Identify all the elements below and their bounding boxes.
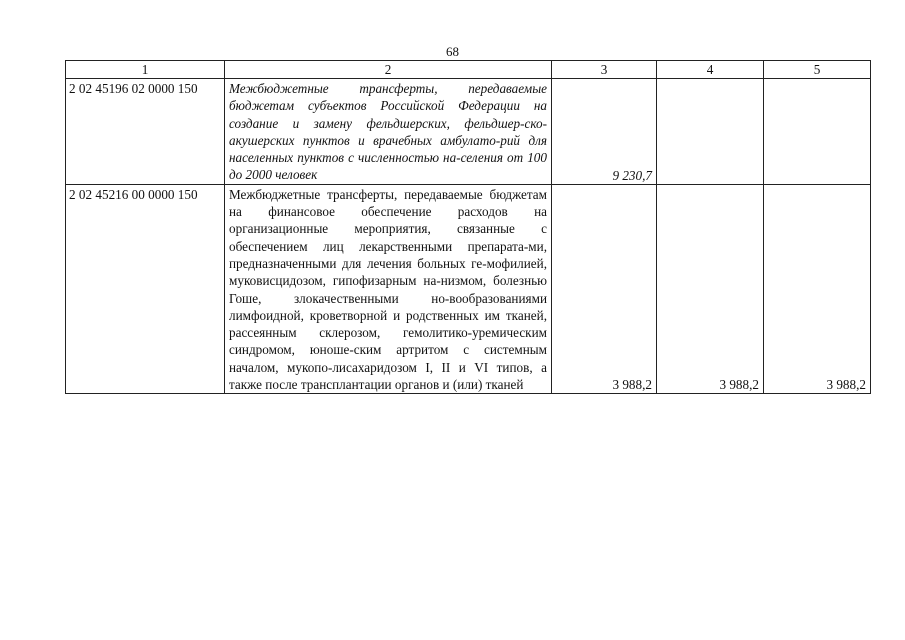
amount-col3-cell: 3 988,2 [552,184,657,394]
table-row [66,79,871,185]
header-col-1: 1 [66,61,225,79]
header-row [66,61,871,79]
header-col-4: 4 [657,61,764,79]
header-col-2: 2 [225,61,552,79]
budget-code-cell: 2 02 45196 02 0000 150 [66,79,225,185]
description-cell: Межбюджетные трансферты, передаваемые бюджетам на финансовое обеспечение расходов на организационные мероприятия, связанные с обеспечением лиц лекарственными препарата-ми, предназначенными для лечения больных ге-мофилией, муковисцидозом, гипофизарным на-низмом, болезнью Гоше, злокачественными но-вообразованиями лимфоидной, кроветворной и родственных им тканей, рассеянным склерозом, гемолитико-уремическим синдромом, юноше-ским артритом с системным началом, мукопо-лисахаридозом I, II и VI типов, а также после трансплантации органов и (или) тканей [225,184,552,394]
header-col-3: 3 [552,61,657,79]
budget-table [65,60,871,394]
amount-col4-cell: 3 988,2 [657,184,764,394]
budget-code-cell: 2 02 45216 00 0000 150 [66,184,225,394]
amount-col5-cell: 3 988,2 [764,184,871,394]
table-row [66,184,871,394]
page-number: 68 [446,44,459,59]
description-cell: Межбюджетные трансферты, передаваемые бюджетам субъектов Российской Федерации на создание и замену фельдшерских, фельдшер-ско-акушерских пунктов и врачебных амбулато-рий для населенных пунктов с численностью на-селения от 100 до 2000 человек [225,79,552,185]
amount-col5-cell [764,79,871,185]
amount-col3-cell: 9 230,7 [552,79,657,185]
amount-col4-cell [657,79,764,185]
header-col-5: 5 [764,61,871,79]
